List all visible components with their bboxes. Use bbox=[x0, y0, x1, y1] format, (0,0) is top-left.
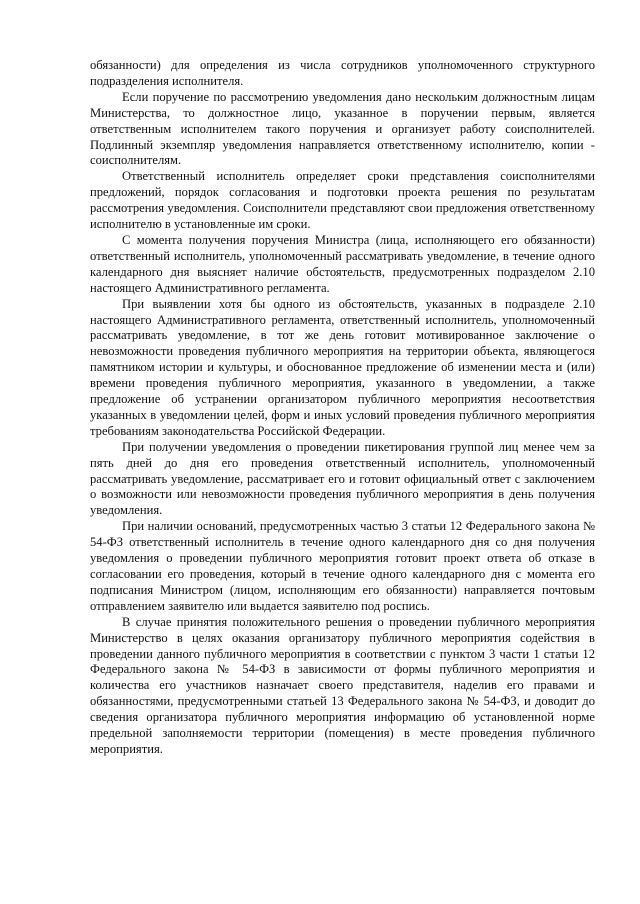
paragraph-picketing: При получении уведомления о проведении пикетирования группой лиц менее чем за пять дней до дня его проведения ответственный исполнитель, уполномоченный рассматривать уведомление, рассматривает его и готовит официальный ответ с заключением о возможности или невозможности проведения публичного мероприятия в день получения уведомления. bbox=[90, 439, 595, 518]
paragraph-reasoned-conclusion: При выявлении хотя бы одного из обстоятельств, указанных в подразделе 2.10 настоящего Административного регламента, ответственный исполнитель, уполномоченный рассматривать уведомление, в тот же день готовит мотивированное заключение о невозможности проведения публичного мероприятия на территории объекта, являющегося памятником истории и культуры, и обоснованное предложение об изменении места и (или) времени проведения публичного мероприятия, указанного в уведомлении, а также предложение об устранении организатором публичного мероприятия несоответствия указанных в уведомлении целей, форм и иных условий проведения публичного мероприятия требованиям законодательства Российской Федерации. bbox=[90, 296, 595, 438]
paragraph-co-executors: Если поручение по рассмотрению уведомления дано нескольким должностным лицам Министерства, то должностное лицо, указанное в поручении первым, является ответственным исполнителем такого поручения и организует работу соисполнителей. Подлинный экземпляр уведомления направляется ответственному исполнителю, копии - соисполнителям. bbox=[90, 89, 595, 168]
paragraph-refusal: При наличии оснований, предусмотренных частью 3 статьи 12 Федерального закона № 54-ФЗ ответственный исполнитель в течение одного календарного дня со дня получения уведомления о проведении публичного мероприятия готовит проект ответа об отказе в согласовании его проведения, который в течение одного календарного дня с момента его подписания Министром (лицом, исполняющим его обязанности) направляется почтовым отправлением заявителю или выдается заявителю под роспись. bbox=[90, 519, 595, 613]
document-page bbox=[90, 58, 595, 758]
paragraph-circumstances: С момента получения поручения Министра (лица, исполняющего его обязанности) ответственный исполнитель, уполномоченный рассматривать уведомление, в течение одного календарного дня выясняет наличие обстоятельств, предусмотренных подразделом 2.10 настоящего Административного регламента. bbox=[90, 232, 595, 295]
paragraph-continuation: обязанности) для определения из числа сотрудников уполномоченного структурного подразделения исполнителя. bbox=[90, 58, 595, 88]
paragraph-deadlines: Ответственный исполнитель определяет сроки представления соисполнителями предложений, порядок согласования и подготовки проекта решения по результатам рассмотрения уведомления. Соисполнители представляют свои предложения ответственному исполнителю в установленные им сроки. bbox=[90, 169, 595, 232]
paragraph-positive-decision: В случае принятия положительного решения о проведении публичного мероприятия Министерство в целях оказания организатору публичного мероприятия содействия в проведении данного публичного мероприятия в соответствии с пунктом 3 части 1 статьи 12 Федерального закона № 54-ФЗ в зависимости от формы публичного мероприятия и количества его участников назначает своего представителя, наделив его правами и обязанностями, предусмотренными статьей 13 Федерального закона № 54-ФЗ, и доводит до сведения организатора публичного мероприятия информацию об установленной норме предельной заполняемости территории (помещения) в месте проведения публичного мероприятия. bbox=[90, 614, 595, 756]
